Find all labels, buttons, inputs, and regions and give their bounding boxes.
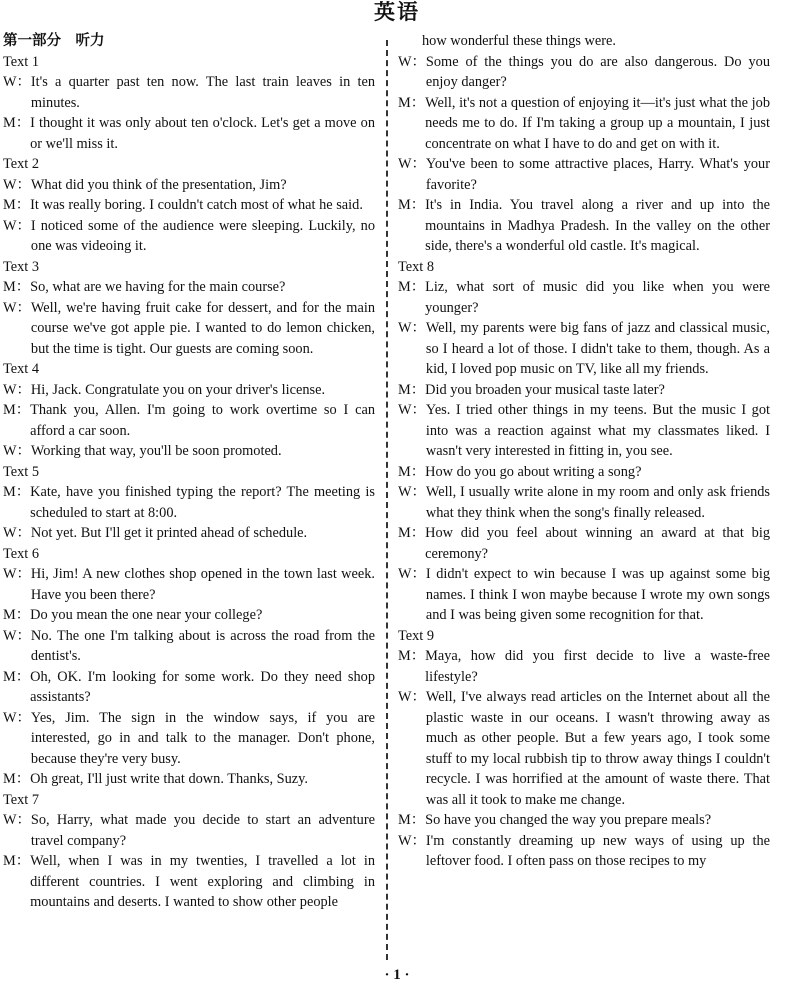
speaker-label: W： [3, 443, 31, 459]
utterance-text: Well, when I was in my twenties, I travelled a lot in different countries. I went exploring and climbing in mountains and deserts. I wanted to show other people [30, 853, 375, 910]
speaker-label: M： [3, 607, 31, 623]
page-number: · 1 · [384, 967, 410, 983]
section-heading: 第一部分 听力 [3, 33, 105, 49]
text-label: Text 2 [3, 156, 40, 172]
dialogue-line [398, 482, 770, 523]
dialogue-line [398, 318, 770, 380]
speaker-label: M： [398, 279, 426, 295]
utterance-text: Oh, OK. I'm looking for some work. Do they need shop assistants? [30, 668, 375, 705]
speaker-label: W： [398, 689, 426, 705]
dialogue-line [398, 154, 770, 195]
dialogue-line [3, 113, 375, 154]
speaker-label: M： [398, 648, 426, 664]
dialogue-line [398, 810, 770, 831]
dialogue-line [3, 605, 375, 626]
speaker-label: M： [3, 279, 31, 295]
utterance-text: Oh great, I'll just write that down. Thanks, Suzy. [30, 771, 308, 787]
utterance-text: Well, I've always read articles on the Internet about all the plastic waste in our oceans. I wasn't throwing away as much as other people. But a few years ago, I took some stuff to my local rubbish tip to throw away things I couldn't recycle. I was horrified at the amount of waste there. That was all it took to make me change. [425, 689, 770, 808]
dialogue-line [3, 708, 375, 770]
dialogue-line [398, 462, 770, 483]
dialogue-line [3, 564, 375, 605]
speaker-label: M： [3, 771, 31, 787]
utterance-text: Thank you, Allen. I'm going to work overtime so I can afford a car soon. [30, 402, 375, 439]
dialogue-line [3, 667, 375, 708]
text-label: Text 4 [3, 361, 40, 377]
dialogue-line [398, 523, 770, 564]
dialogue-line [3, 72, 375, 113]
page-title: 英语 [374, 0, 420, 24]
dialogue-line [3, 380, 375, 401]
speaker-label: W： [3, 812, 31, 828]
utterance-text: Not yet. But I'll get it printed ahead of schedule. [30, 525, 308, 541]
dialogue-line [3, 626, 375, 667]
dialogue-line [3, 482, 375, 523]
utterance-text: Well, I usually write alone in my room and only ask friends what they think when the song's finally released. [425, 484, 770, 521]
utterance-text: It was really boring. I couldn't catch most of what he said. [30, 197, 363, 213]
utterance-text: What did you think of the presentation, Jim? [30, 176, 287, 193]
right-column [398, 31, 770, 872]
utterance-text: Hi, Jim! A new clothes shop opened in the town last week. Have you been there? [30, 566, 375, 603]
speaker-label: M： [3, 484, 31, 500]
utterance-text: Working that way, you'll be soon promoted. [30, 443, 282, 459]
speaker-label: W： [398, 832, 426, 849]
utterance-text: You've been to some attractive places, Harry. What's your favorite? [425, 156, 770, 193]
utterance-text: Well, we're having fruit cake for dessert, and for the main course we've got apple pie. I wanted to do lemon chicken, but the time is tight. Our guests are coming soon. [30, 299, 375, 357]
text-label: Text 5 [3, 463, 40, 480]
utterance-text: Liz, what sort of music did you like when you were younger? [425, 279, 770, 316]
speaker-label: W： [3, 627, 31, 644]
speaker-label: W： [398, 53, 426, 70]
dialogue-line [3, 769, 375, 790]
utterance-text: Do you mean the one near your college? [30, 607, 263, 623]
text-label: Text 7 [3, 791, 40, 808]
speaker-label: W： [398, 484, 426, 500]
utterance-text: How do you go about writing a song? [425, 463, 642, 480]
utterance-text: How did you feel about winning an award at that big ceremony? [425, 525, 770, 562]
speaker-label: M： [398, 463, 426, 480]
text-label: Text 9 [398, 627, 435, 644]
right-transcript [398, 31, 770, 872]
dialogue-line [3, 851, 375, 913]
speaker-label: W： [3, 566, 31, 582]
speaker-label: M： [398, 197, 426, 213]
speaker-label: M： [398, 812, 426, 828]
utterance-text: I didn't expect to win because I was up against some big names. I think I won maybe because I wrote my own songs and I was being given some recognition for that. [425, 566, 770, 623]
text-label: Text 8 [398, 258, 435, 275]
utterance-text: Some of the things you do are also dangerous. Do you enjoy danger? [425, 53, 770, 90]
utterance-text: I noticed some of the audience were sleeping. Luckily, no one was videoing it. [30, 217, 375, 254]
utterance-text: Yes, Jim. The sign in the window says, if you are interested, go in and talk to the manager. Don't phone, because they're very busy. [30, 709, 375, 767]
dialogue-line [398, 277, 770, 318]
dialogue-line [3, 195, 375, 216]
dialogue-line [3, 441, 375, 462]
left-column [3, 31, 375, 913]
dialogue-line [3, 216, 375, 257]
utterance-text: Yes. I tried other things in my teens. But the music I got into was a reaction against what my classmates liked. I wasn't very interested in fitting in, you see. [425, 402, 770, 459]
utterance-text: So, Harry, what made you decide to start an adventure travel company? [30, 812, 375, 849]
speaker-label: M： [398, 381, 426, 398]
utterance-text: So have you changed the way you prepare meals? [425, 812, 712, 828]
speaker-label: M： [3, 115, 31, 131]
text-label: Text 3 [3, 258, 40, 275]
speaker-label: W： [3, 709, 31, 726]
speaker-label: W： [398, 320, 426, 336]
text-label: Text 6 [3, 545, 40, 562]
utterance-text: No. The one I'm talking about is across the road from the dentist's. [30, 627, 375, 664]
speaker-label: M： [398, 94, 426, 111]
text-label: Text 1 [3, 53, 40, 70]
utterance-text: Kate, have you finished typing the report? The meeting is scheduled to start at 8:00. [30, 484, 375, 521]
speaker-label: W： [3, 381, 31, 398]
utterance-text: It's a quarter past ten now. The last train leaves in ten minutes. [30, 74, 375, 111]
utterance-text: Well, it's not a question of enjoying it—it's just what the job needs me to do. If I'm taking a group up a mountain, I just concentrate on what I have to do and get on with it. [425, 94, 770, 152]
dialogue-line [3, 810, 375, 851]
speaker-label: W： [3, 74, 31, 90]
speaker-label: W： [3, 176, 31, 193]
dialogue-line [398, 52, 770, 93]
speaker-label: M： [3, 402, 31, 418]
dialogue-line [398, 646, 770, 687]
utterance-text: Well, my parents were big fans of jazz and classical music, so I heard a lot of those. I didn't take to them, though. As a kid, I loved pop music on TV, like all my friends. [425, 320, 770, 377]
utterance-text: Did you broaden your musical taste later? [425, 381, 665, 398]
utterance-text: I thought it was only about ten o'clock. Let's get a move on or we'll miss it. [30, 115, 375, 152]
speaker-label: M： [3, 668, 31, 685]
speaker-label: W： [398, 156, 426, 172]
utterance-text: Maya, how did you first decide to live a waste-free lifestyle? [425, 648, 770, 685]
dialogue-continuation: how wonderful these things were. [422, 33, 616, 49]
column-divider [386, 40, 388, 960]
dialogue-line [3, 298, 375, 360]
dialogue-line [398, 687, 770, 810]
utterance-text: So, what are we having for the main course? [30, 279, 286, 295]
dialogue-line [398, 380, 770, 401]
speaker-label: M： [3, 197, 31, 213]
dialogue-line [398, 93, 770, 155]
speaker-label: M： [3, 853, 31, 869]
utterance-text: I'm constantly dreaming up new ways of using up the leftover food. I often pass on those recipes to my [425, 832, 770, 869]
dialogue-line [3, 277, 375, 298]
speaker-label: W： [3, 299, 31, 316]
dialogue-line [398, 564, 770, 626]
left-transcript [3, 52, 375, 913]
dialogue-line [3, 523, 375, 544]
utterance-text: It's in India. You travel along a river and up into the mountains in Madhya Pradesh. In the valley on the other side, there's a wonderful old castle. It's magical. [425, 197, 770, 254]
dialogue-line [3, 400, 375, 441]
speaker-label: W： [398, 566, 426, 582]
dialogue-line [398, 400, 770, 462]
speaker-label: W： [398, 402, 426, 418]
speaker-label: M： [398, 525, 426, 541]
speaker-label: W： [3, 525, 31, 541]
utterance-text: Hi, Jack. Congratulate you on your driver's license. [30, 381, 326, 398]
dialogue-line [398, 831, 770, 872]
speaker-label: W： [3, 217, 31, 234]
dialogue-line [3, 175, 375, 196]
dialogue-line [398, 195, 770, 257]
